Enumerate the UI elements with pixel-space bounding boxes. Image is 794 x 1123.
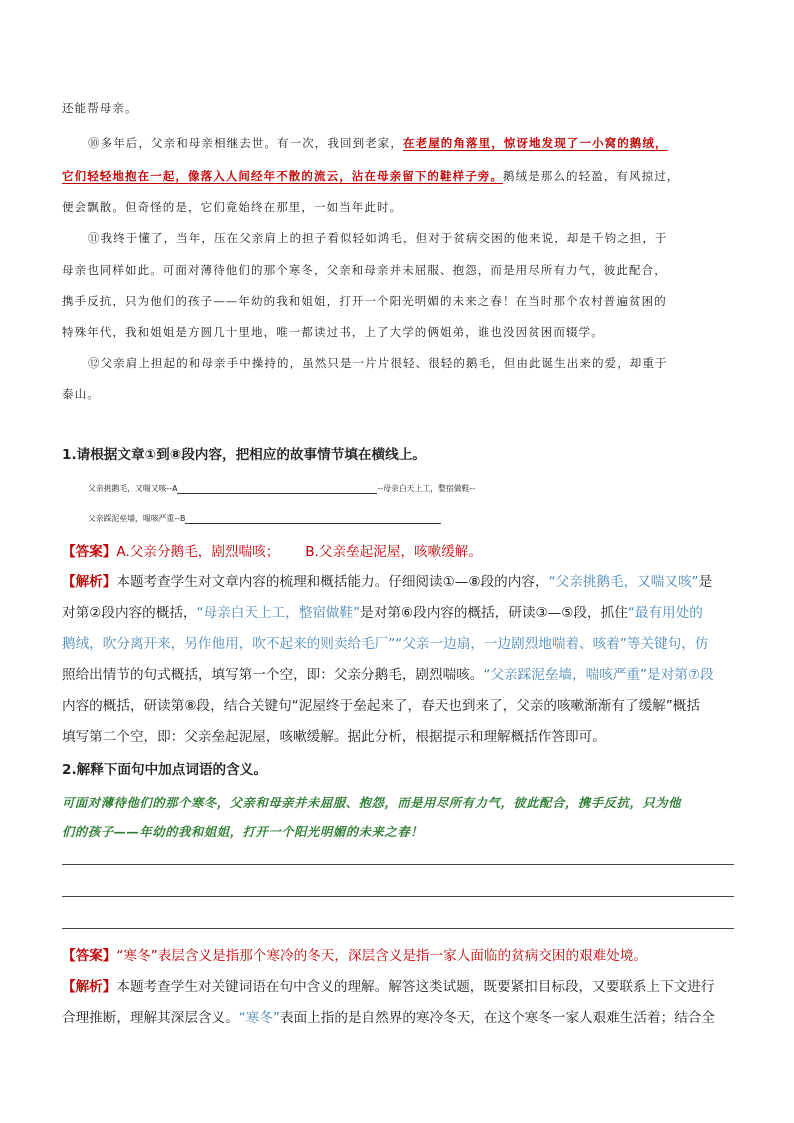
question-1-answer xyxy=(62,540,738,560)
question-1-analysis-line xyxy=(62,601,738,621)
passage-line: 便会飘散。但奇怪的是，它们竟始终在那里，一如当年此时。 xyxy=(62,200,403,214)
answer-line[interactable] xyxy=(62,928,734,929)
question-1-row-1 xyxy=(88,479,764,494)
analysis-tag: 【解析】 xyxy=(62,979,117,995)
analysis-text: 是 xyxy=(698,574,713,590)
passage-paragraph-11: ⑪我终于懂了，当年，压在父亲肩上的担子看似轻如鸿毛，但对于贫病交困的他来说，却是千钧之担，于 xyxy=(88,231,668,245)
question-2-analysis-line xyxy=(62,1006,738,1026)
analysis-text: 对第②段内容的概括， xyxy=(62,605,197,621)
question-1-analysis-line: 内容的概括，研读第⑧段，结合关键句“泥屋终于垒起来了，春天也到来了，父亲的咳嗽渐渐有了缓解”概括 xyxy=(62,698,700,714)
analysis-text: 本题考查学生对关键词语在句中含义的理解。解答这类试题，既要紧扣目标段，又要联系上下文进行 xyxy=(116,979,715,995)
quoted-phrase: ，一边剧烈地喘着、咳着”等关键句，仿 xyxy=(470,636,709,652)
analysis-text: 本题考查学生对文章内容的梳理和概括能力。仔细阅读①—⑧段的内容， xyxy=(116,574,549,590)
quoted-phrase: “父亲挑鹅毛，又喘又咳” xyxy=(548,574,699,590)
answer-tag: 【答案】 xyxy=(62,948,117,964)
answer-text: 表层含义是指那个寒冷的冬天，深层含义是指一家人面临的贫病交困的艰难处境。 xyxy=(157,948,648,964)
quoted-phrase: 鹅绒，吹分离开来，另作他用，吹不起来的则卖给毛厂” xyxy=(62,636,396,652)
question-1-analysis-line xyxy=(62,570,738,590)
plot-text: 父亲踩泥垒墙，喘咳严重--B xyxy=(88,514,186,523)
answer-blank-a[interactable] xyxy=(177,479,377,494)
quoted-phrase: “最有用处的 xyxy=(627,605,703,621)
quoted-phrase: “母亲白天上工，整宿做鞋” xyxy=(196,605,361,621)
highlighted-sentence: 在老屋的角落里，惊讶地发现了一小窝的鹅绒， xyxy=(403,136,668,150)
answer-line[interactable] xyxy=(62,864,734,865)
passage-paragraph-12: ⑫父亲肩上担起的和母亲手中操持的，虽然只是一片片很轻、很轻的鹅毛，但由此诞生出来的爱，却重于 xyxy=(88,356,668,370)
passage-line: 泰山。 xyxy=(62,387,100,401)
question-1-analysis-line: 填写第二个空，即：父亲垒起泥屋，咳嗽缓解。据此分析，根据提示和理解概括作答即可。 xyxy=(62,729,606,745)
analysis-text: 合理推断，理解其深层含义。 xyxy=(62,1010,239,1026)
question-1-title: 1.请根据文章①到⑧段内容，把相应的故事情节填在横线上。 xyxy=(62,447,426,463)
answer-text: A.父亲分鹅毛，剧烈喘咳； B.父亲垒起泥屋，咳嗽缓解。 xyxy=(116,544,482,560)
passage-line: 携手反抗，只为他们的孩子——年幼的我和姐姐，打开一个阳光明媚的未来之春！在当时那个农村普遍贫困的 xyxy=(62,294,667,308)
question-2-title: 2.解释下面句中加点词语的含义。 xyxy=(62,762,267,778)
answer-line[interactable] xyxy=(62,896,734,897)
analysis-text: 照给出情节的句式概括，填写第一个空，即：父亲分鹅毛，剧烈喘咳。 xyxy=(62,667,484,683)
quoted-phrase: “寒冬” xyxy=(238,1010,280,1026)
passage-paragraph-10 xyxy=(62,135,738,151)
passage-line: 母亲也同样如此。可面对薄待他们的那个寒冬，父亲和母亲并未屈服、抱怨，而是用尽所有力气，彼此配合， xyxy=(62,263,667,277)
question-1-analysis-line xyxy=(62,632,738,652)
analysis-text: 表面上指的是自然界的寒冷冬天，在这个寒冬一家人艰难生活着；结合全 xyxy=(280,1010,715,1026)
quoted-phrase: “父亲一边扇 xyxy=(395,636,471,652)
analysis-tag: 【解析】 xyxy=(62,574,117,590)
quoted-phrase: 是对第⑦段 xyxy=(647,667,714,683)
plot-text: 父亲挑鹅毛，又喘又咳--A xyxy=(88,484,178,493)
passage-line xyxy=(62,168,738,184)
quoted-phrase: “父亲踩泥垒墙，喘咳严重” xyxy=(483,667,648,683)
question-1-row-2 xyxy=(88,509,764,524)
question-2-quote: 可面对薄待他们的那个寒冬，父亲和母亲并未屈服、抱怨，而是用尽所有力气，彼此配合，携手反抗，只为他 xyxy=(62,796,682,810)
passage-text: ⑩多年后，父亲和母亲相继去世。有一次，我回到老家， xyxy=(88,136,403,150)
answer-blank-b[interactable] xyxy=(185,509,441,524)
analysis-text: 是对第⑥段内容的概括，研读③—⑤段，抓住 xyxy=(360,605,628,621)
question-2-analysis-line xyxy=(62,975,738,995)
answer-term: “寒冬” xyxy=(116,948,158,964)
answer-tag: 【答案】 xyxy=(62,544,117,560)
passage-line: 还能帮母亲。 xyxy=(62,101,138,115)
question-2-quote: 们的孩子——年幼的我和姐姐，打开一个阳光明媚的未来之春！ xyxy=(62,825,424,839)
question-1-analysis-line xyxy=(62,663,738,683)
passage-line: 特殊年代，我和姐姐是方圆几十里地，唯一都读过书，上了大学的俩姐弟，谁也没因贫困而辍学。 xyxy=(62,325,604,339)
passage-text: 鹅绒是那么的轻盈，有风掠过， xyxy=(503,169,680,183)
highlighted-sentence: 它们轻轻地抱在一起，像落入人间经年不散的流云，沾在母亲留下的鞋样子旁。 xyxy=(62,169,503,183)
plot-text: --母亲白天上工，整宿做鞋-- xyxy=(377,484,476,493)
question-2-answer xyxy=(62,944,738,964)
